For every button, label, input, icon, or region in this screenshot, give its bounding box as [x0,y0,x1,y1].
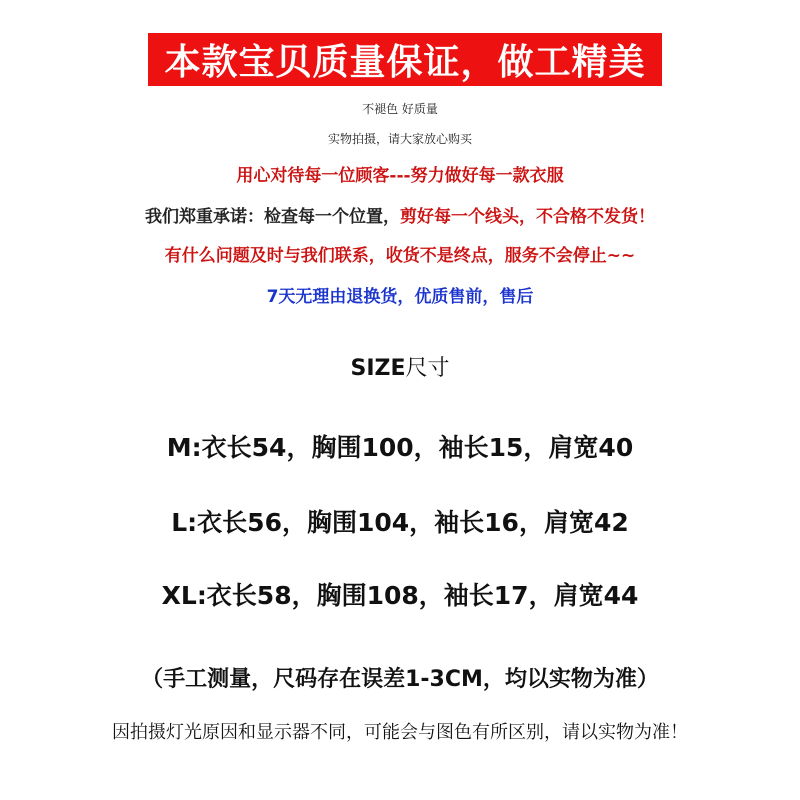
size-row-m: M:衣长54，胸围100，袖长15，肩宽40 [166,433,634,462]
color-disclaimer: 因拍摄灯光原因和显示器不同，可能会与图色有所区别，请以实物为准！ [112,722,688,743]
banner-text: 本款宝贝质量保证，做工精美 [164,42,646,83]
size-title [0,351,800,382]
header-banner [148,33,662,86]
size-title-en: SIZE [350,356,406,381]
promise-part-1: 我们郑重承诺：检查每一个位置， [145,207,400,227]
size-row-l: L:衣长56，胸围104，袖长16，肩宽42 [171,508,629,537]
measurement-note: （手工测量，尺码存在误差1-3CM，均以实物为准） [141,667,659,692]
promise-line [0,202,800,227]
photo-line: 实物拍摄，请大家放心购买 [327,132,472,146]
size-row-xl: XL:衣长58，胸围108，袖长17，肩宽44 [161,581,639,610]
return-policy-line: 7天无理由退换货，优质售前，售后 [266,287,534,307]
contact-line: 有什么问题及时与我们联系，收货不是终点，服务不会停止~~ [164,246,636,266]
quality-line: 不褪色 好质量 [362,102,438,116]
service-line: 用心对待每一位顾客---努力做好每一款衣服 [236,166,564,186]
promise-part-2: 剪好每一个线头，不合格不发货！ [400,207,655,227]
size-title-cn: 尺寸 [405,356,450,381]
